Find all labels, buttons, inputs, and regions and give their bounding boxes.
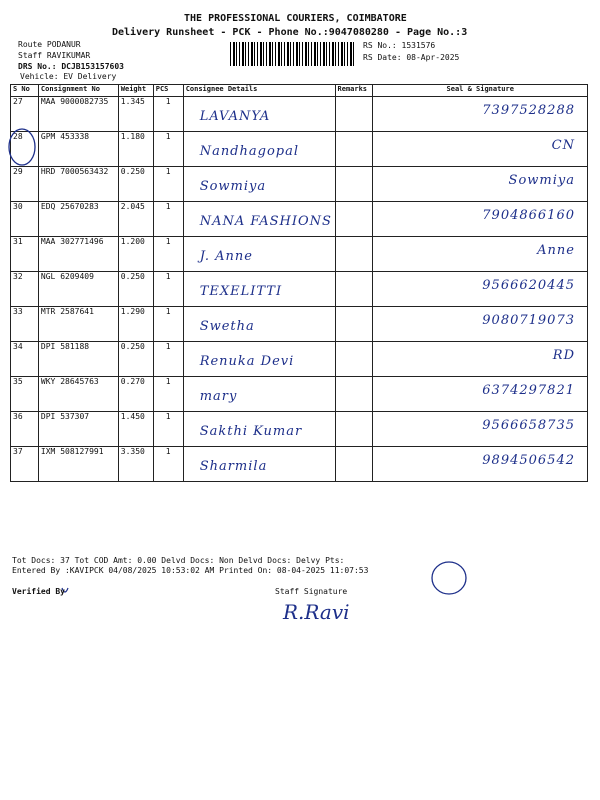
circle-mark <box>9 129 35 165</box>
row-consignee-text: Sowmiya <box>199 179 267 194</box>
row-consignment-text: NGL 6209409 <box>40 272 94 281</box>
row-consignment-text: IXM 508127991 <box>40 447 104 456</box>
row-consignment-text: GPM 453338 <box>40 132 90 141</box>
row-weight-text: 0.250 <box>120 342 145 351</box>
col-signature: Seal & Signature <box>373 85 588 97</box>
row-consignee-text: mary <box>199 389 238 404</box>
staff: Staff RAVIKUMAR <box>18 51 91 60</box>
row-pcs-text: 1 <box>165 237 171 246</box>
row-pcs-text: 1 <box>165 307 171 316</box>
row-pcs-text: 1 <box>165 272 171 281</box>
runsheet-title: Delivery Runsheet - PCK - Phone No.:9047080280 - Page No.:3 <box>112 27 468 38</box>
row-pcs-text: 1 <box>165 167 171 176</box>
row-sno-text: 35 <box>13 377 23 386</box>
row-pcs-text: 1 <box>165 132 171 141</box>
col-consignment: Consignment No <box>38 85 118 97</box>
row-signature-text: 9566658735 <box>482 418 575 433</box>
row-signature-text: Anne <box>537 243 575 258</box>
row-weight-text: 1.180 <box>120 132 145 141</box>
row-sno-text: 34 <box>13 342 23 351</box>
row-weight-text: 1.200 <box>120 237 145 246</box>
col-remarks: Remarks <box>335 85 373 97</box>
verified-by-label: Verified By <box>12 587 65 596</box>
row-consignee-text: Nandhagopal <box>199 144 300 159</box>
row-weight-text: 1.345 <box>120 97 145 106</box>
entered-by-line: Entered By :KAVIPCK 04/08/2025 10:53:02 AM Printed On: 08-04-2025 11:07:53 <box>12 566 369 575</box>
row-consignment-text: DPI 581188 <box>40 342 90 351</box>
row-sno-text: 33 <box>13 307 23 316</box>
row-signature-text: 6374297821 <box>482 383 575 398</box>
row-consignee-text: NANA FASHIONS <box>199 214 332 229</box>
rs-date: RS Date: 08-Apr-2025 <box>363 53 460 62</box>
tick-circle-mark <box>432 562 466 594</box>
row-signature-text: 7904866160 <box>482 208 575 223</box>
row-signature-text: CN <box>551 138 575 153</box>
col-weight: Weight <box>118 85 153 97</box>
drs-number: DRS No.: DCJB153157603 <box>18 62 124 71</box>
row-consignee-text: Sharmila <box>199 459 268 474</box>
row-consignment-text: MAA 9000082735 <box>40 97 109 106</box>
row-sno-text: 37 <box>13 447 23 456</box>
col-sno: S No <box>11 85 39 97</box>
row-consignee-text: TEXELITTI <box>199 284 283 299</box>
row-weight-text: 0.250 <box>120 167 145 176</box>
row-consignment-text: EDQ 25670283 <box>40 202 99 211</box>
row-sno-text: 32 <box>13 272 23 281</box>
vehicle: Vehicle: EV Delivery <box>20 72 117 81</box>
row-signature-text: 9566620445 <box>482 278 575 293</box>
row-consignee-text: LAVANYA <box>199 109 271 124</box>
row-consignee-text: Sakthi Kumar <box>199 424 303 439</box>
row-signature-text: 9894506542 <box>482 453 575 468</box>
row-pcs-text: 1 <box>165 342 171 351</box>
row-consignment-text: MTR 2587641 <box>40 307 94 316</box>
row-sno-text: 31 <box>13 237 23 246</box>
row-consignment-text: WKY 28645763 <box>40 377 99 386</box>
row-sno-text: 36 <box>13 412 23 421</box>
row-sno-text: 29 <box>13 167 23 176</box>
row-weight-text: 1.450 <box>120 412 145 421</box>
staff-signature-hand: R.Ravi <box>283 600 350 624</box>
row-pcs-text: 1 <box>165 377 171 386</box>
row-weight-text: 1.290 <box>120 307 145 316</box>
row-consignment-text: HRD 7000563432 <box>40 167 109 176</box>
row-pcs-text: 1 <box>165 412 171 421</box>
route: Route PODANUR <box>18 40 81 49</box>
row-pcs-text: 1 <box>165 97 171 106</box>
row-consignee-text: Swetha <box>199 319 255 334</box>
row-signature-text: 9080719073 <box>482 313 575 328</box>
row-sno-text: 28 <box>13 132 23 141</box>
totals-line: Tot Docs: 37 Tot COD Amt: 0.00 Delvd Docs: Non Delvd Docs: Delvy Pts: <box>12 556 345 565</box>
row-pcs-text: 1 <box>165 202 171 211</box>
row-consignment-text: MAA 302771496 <box>40 237 104 246</box>
row-pcs-text: 1 <box>165 447 171 456</box>
row-weight-text: 0.250 <box>120 272 145 281</box>
row-consignment-text: DPI 537307 <box>40 412 90 421</box>
row-sno-text: 27 <box>13 97 23 106</box>
row-weight-text: 2.045 <box>120 202 145 211</box>
staff-signature-label: Staff Signature <box>275 587 348 596</box>
row-weight-text: 3.350 <box>120 447 145 456</box>
col-pcs: PCS <box>153 85 183 97</box>
col-consignee: Consignee Details <box>183 85 335 97</box>
row-sno-text: 30 <box>13 202 23 211</box>
row-weight-text: 0.270 <box>120 377 145 386</box>
row-consignee-text: J. Anne <box>199 249 253 264</box>
row-consignee-text: Renuka Devi <box>199 354 295 369</box>
row-signature-text: 7397528288 <box>482 103 575 118</box>
rs-number: RS No.: 1531576 <box>363 41 436 50</box>
row-signature-text: RD <box>552 348 575 363</box>
row-signature-text: Sowmiya <box>508 173 575 188</box>
company-name: THE PROFESSIONAL COURIERS, COIMBATORE <box>184 13 407 24</box>
